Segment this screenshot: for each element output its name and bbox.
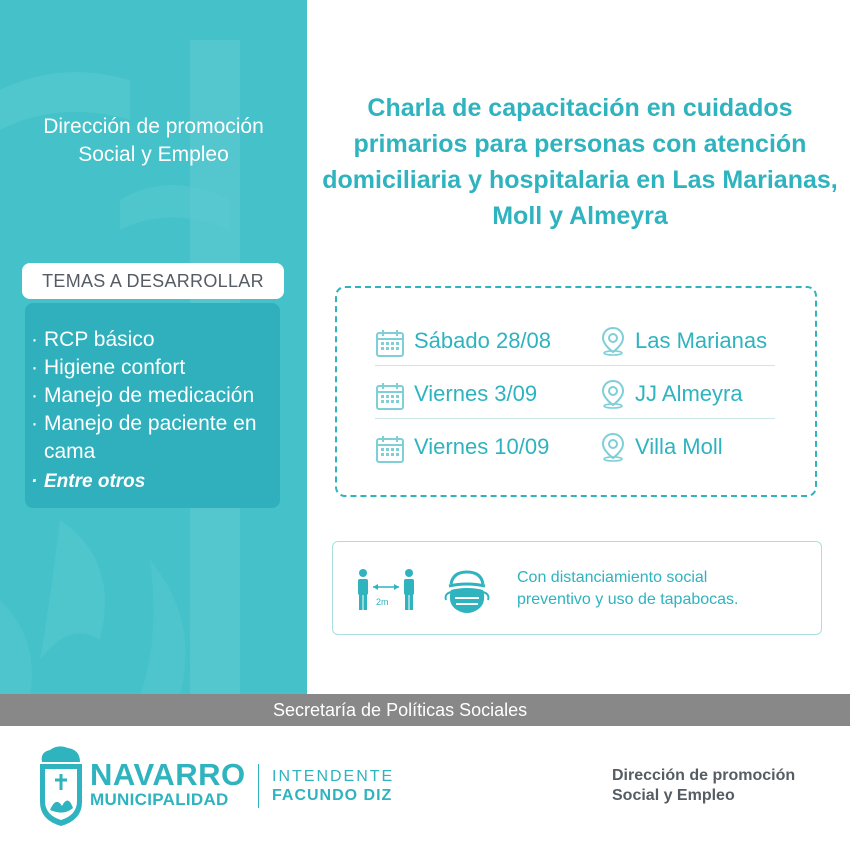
page-title: Charla de capacitación en cuidados primarios para personas con atención domiciliaria y hospitalaria en Las Marianas, Moll y Almeyra [322,94,838,230]
topic-item: · Higiene confort [31,354,301,382]
location-pin-icon [600,432,626,462]
schedule-date: Viernes 3/09 [414,381,538,406]
health-text-line2: preventivo y uso de tapabocas. [517,591,739,608]
face-mask-icon [443,570,491,616]
navarro-shield-logo [36,744,86,828]
footer-department-line1: Dirección de promoción [612,767,796,784]
intendente-name: FACUNDO DIZ [272,787,393,804]
distance-label: 2m [376,597,389,607]
intendente-label: INTENDENTE [272,768,395,785]
row-divider [375,418,775,419]
left-title-line1: Dirección de promoción [43,115,264,138]
topic-item: · RCP básico [31,326,301,354]
schedule-date: Sábado 28/08 [414,328,552,353]
health-text-line1: Con distanciamiento social [517,569,708,586]
calendar-icon [375,381,405,411]
schedule-place: Las Marianas [635,328,768,353]
left-title-line2: Social y Empleo [78,143,229,166]
topic-item: · Manejo de medicación [31,382,301,410]
health-notice [332,541,822,635]
schedule-row [375,422,775,472]
schedule-row [375,316,775,366]
left-panel-title [0,113,307,169]
location-pin-icon [600,326,626,356]
calendar-icon [375,328,405,358]
topics-heading: TEMAS A DESARROLLAR [22,263,284,299]
location-pin-icon [600,379,626,409]
health-text [517,567,817,611]
schedule-row [375,369,775,419]
secretariat-label: Secretaría de Políticas Sociales [273,700,528,720]
schedule-date: Viernes 10/09 [414,434,550,459]
topics-list [31,326,301,496]
footer [0,726,850,850]
topic-item: · Manejo de paciente en cama [31,410,259,466]
footer-department [612,766,795,806]
schedule-place: Villa Moll [635,434,723,459]
calendar-icon [375,434,405,464]
footer-divider [258,764,259,808]
brand-subtitle: MUNICIPALIDAD [90,790,229,809]
schedule-box [335,286,817,497]
secretariat-bar [0,694,850,726]
brand-name: NAVARRO [90,757,246,792]
footer-department-line2: Social y Empleo [612,787,735,804]
schedule-place: JJ Almeyra [635,381,743,406]
row-divider [375,365,775,366]
topic-item-other: · Entre otros [31,468,301,496]
